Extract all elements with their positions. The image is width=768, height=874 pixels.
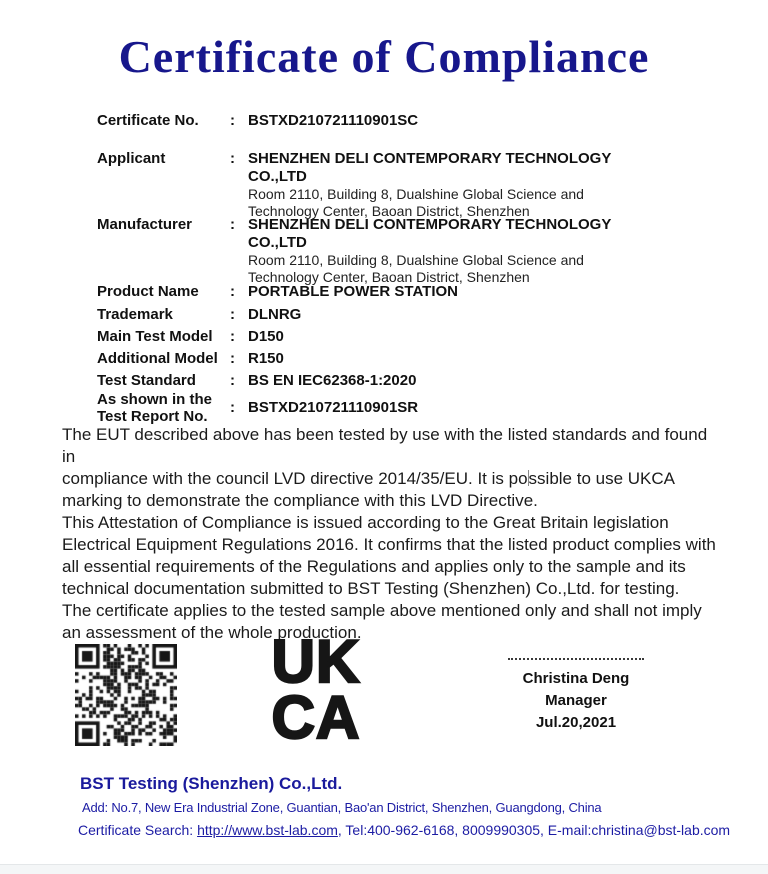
applicant-address-line1: Room 2110, Building 8, Dualshine Global Science and: [248, 186, 584, 202]
field-value: [248, 216, 638, 286]
field-value: BSTXD210721110901SR: [248, 399, 419, 416]
applicant-address-line2: Technology Center, Baoan District, Shenzhen: [248, 203, 530, 219]
field-value: D150: [248, 328, 284, 345]
field-colon: :: [230, 216, 235, 233]
applicant-company-line1: SHENZHEN DELI CONTEMPORARY TECHNOLOGY: [248, 150, 612, 167]
field-label: Product Name: [97, 283, 199, 300]
field-colon: :: [230, 306, 235, 323]
applicant-company-line2: CO.,LTD: [248, 168, 307, 185]
certificate-search-label: Certificate Search:: [78, 822, 198, 838]
certificate-search-line: [78, 822, 730, 838]
signature-dotted-line: [508, 652, 644, 660]
signatory-name: Christina Deng: [522, 670, 630, 687]
statement-line: This Attestation of Compliance is issued according to the Great Britain legislation: [62, 513, 669, 532]
field-label: Main Test Model: [97, 328, 213, 345]
statement-line: Electrical Equipment Regulations 2016. It confirms that the listed product complies with: [62, 535, 716, 554]
field-label-line2: Test Report No.: [97, 408, 208, 425]
field-colon: :: [230, 328, 235, 345]
manufacturer-address-line1: Room 2110, Building 8, Dualshine Global Science and: [248, 252, 584, 268]
ukca-mark-logo: [256, 628, 376, 751]
contact-info: , Tel:400-962-6168, 8009990305, E-mail:christina@bst-lab.com: [337, 822, 731, 838]
field-value: BS EN IEC62368-1:2020: [248, 372, 417, 389]
field-label: Certificate No.: [97, 112, 199, 129]
statement-line: The certificate applies to the tested sample above mentioned only and shall not imply: [62, 601, 702, 620]
signature-date: Jul.20,2021: [535, 714, 617, 731]
field-value: [248, 150, 638, 220]
field-colon: :: [230, 399, 235, 416]
page-title: Certificate of Compliance: [118, 31, 650, 82]
signatory-title: Manager: [545, 692, 607, 709]
field-label: Test Standard: [97, 372, 196, 389]
lab-website-link[interactable]: http://www.bst-lab.com: [197, 822, 338, 838]
statement-line: all essential requirements of the Regulations and applies only to the sample and its: [62, 557, 686, 576]
field-value: BSTXD210721110901SC: [248, 112, 419, 129]
statement-line-part: ssible to use UKCA: [528, 469, 675, 488]
lab-address: Add: No.7, New Era Industrial Zone, Guantian, Bao'an District, Shenzhen, Guangdong, China: [82, 800, 602, 815]
lab-company-name: BST Testing (Shenzhen) Co.,Ltd.: [80, 774, 343, 793]
field-label: [97, 391, 232, 425]
statement-line: marking to demonstrate the compliance with this LVD Directive.: [62, 491, 538, 510]
signature-block: [486, 652, 666, 734]
field-colon: :: [230, 350, 235, 367]
statement-line: technical documentation submitted to BST Testing (Shenzhen) Co.,Ltd. for testing.: [62, 579, 680, 598]
qr-code: [75, 644, 177, 746]
field-value: R150: [248, 350, 284, 367]
manufacturer-company-line1: SHENZHEN DELI CONTEMPORARY TECHNOLOGY: [248, 216, 612, 233]
ukca-line2: CA: [271, 684, 361, 751]
field-value: DLNRG: [248, 306, 302, 323]
field-colon: :: [230, 372, 235, 389]
manufacturer-company-line2: CO.,LTD: [248, 234, 307, 251]
field-label-line1: As shown in the: [97, 391, 213, 408]
field-label: Additional Model: [97, 350, 218, 367]
field-colon: :: [230, 150, 235, 167]
field-label: Trademark: [97, 306, 173, 323]
statement-line: an assessment of the whole production.: [62, 623, 362, 642]
statement-line-part: compliance with the council LVD directive 2014/35/EU. It is po: [62, 469, 528, 488]
ukca-line1: UK: [271, 628, 361, 695]
certificate-statement: [62, 424, 722, 644]
statement-line: The EUT described above has been tested by use with the listed standards and found in: [62, 425, 708, 466]
field-colon: :: [230, 112, 235, 129]
field-label: Manufacturer: [97, 216, 193, 233]
statement-line: [62, 468, 722, 490]
field-value: PORTABLE POWER STATION: [248, 283, 458, 300]
field-colon: :: [230, 283, 235, 300]
field-label: Applicant: [97, 150, 166, 167]
viewer-bottom-edge: [0, 864, 768, 874]
manufacturer-address-line2: Technology Center, Baoan District, Shenzhen: [248, 269, 530, 285]
